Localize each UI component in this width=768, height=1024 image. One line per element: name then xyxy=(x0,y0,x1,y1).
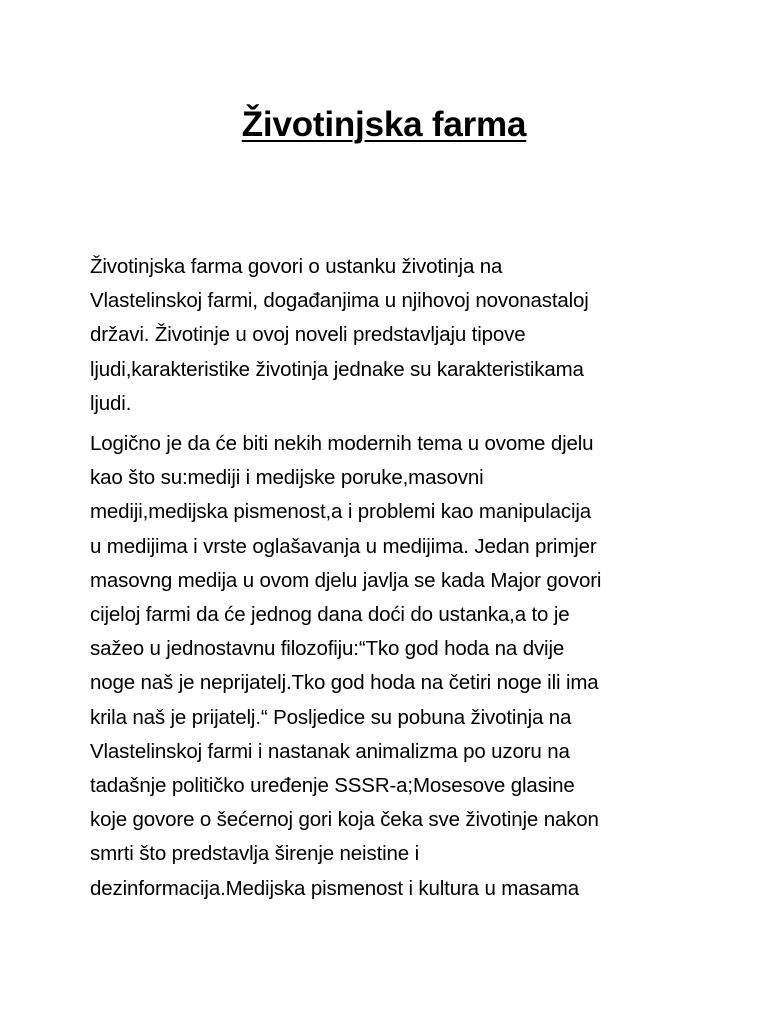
text-line: kao što su:mediji i medijske poruke,masovni xyxy=(90,466,484,490)
text-line: sažeo u jednostavnu filozofiju:“Tko god hoda na dvije xyxy=(90,637,565,661)
text-line: tadašnje političko uređenje SSSR-a;Mosesove glasine xyxy=(90,774,575,798)
paragraph-2 xyxy=(90,427,690,906)
document-body xyxy=(90,250,690,906)
text-line: masovng medija u ovom djelu javlja se kada Major govori xyxy=(90,568,602,592)
text-line: Životinjska farma govori o ustanku životinja na xyxy=(90,255,503,278)
text-line: ljudi,karakteristike životinja jednake su karakteristikama xyxy=(90,357,584,381)
text-line: dezinformacija.Medijska pismenost i kultura u masama xyxy=(90,876,579,900)
text-line: Vlastelinskoj farmi i nastanak animalizma po uzoru na xyxy=(90,739,570,763)
text-line: u medijima i vrste oglašavanja u medijima. Jedan primjer xyxy=(90,534,597,558)
text-line: ljudi. xyxy=(90,391,132,415)
text-line: Logično je da će biti nekih modernih tema u ovome djelu xyxy=(90,432,594,456)
document-title: Životinjska farma xyxy=(241,105,527,144)
text-line: Vlastelinskoj farmi, događanjima u njihovoj novonastaloj xyxy=(90,289,589,313)
text-line: cijeloj farmi da će jednog dana doći do ustanka,a to je xyxy=(90,603,570,627)
text-line: krila naš je prijatelj.“ Posljedice su pobuna životinja na xyxy=(90,705,572,729)
text-line: koje govore o šećernoj gori koja čeka sve životinje nakon xyxy=(90,808,599,832)
text-line: noge naš je neprijatelj.Tko god hoda na četiri noge ili ima xyxy=(90,671,599,695)
text-line: mediji,medijska pismenost,a i problemi kao manipulacija xyxy=(90,500,592,524)
text-line: smrti što predstavlja širenje neistine i xyxy=(90,842,419,866)
text-line: državi. Životinje u ovoj noveli predstavljaju tipove xyxy=(90,323,526,347)
paragraph-1 xyxy=(90,250,690,421)
